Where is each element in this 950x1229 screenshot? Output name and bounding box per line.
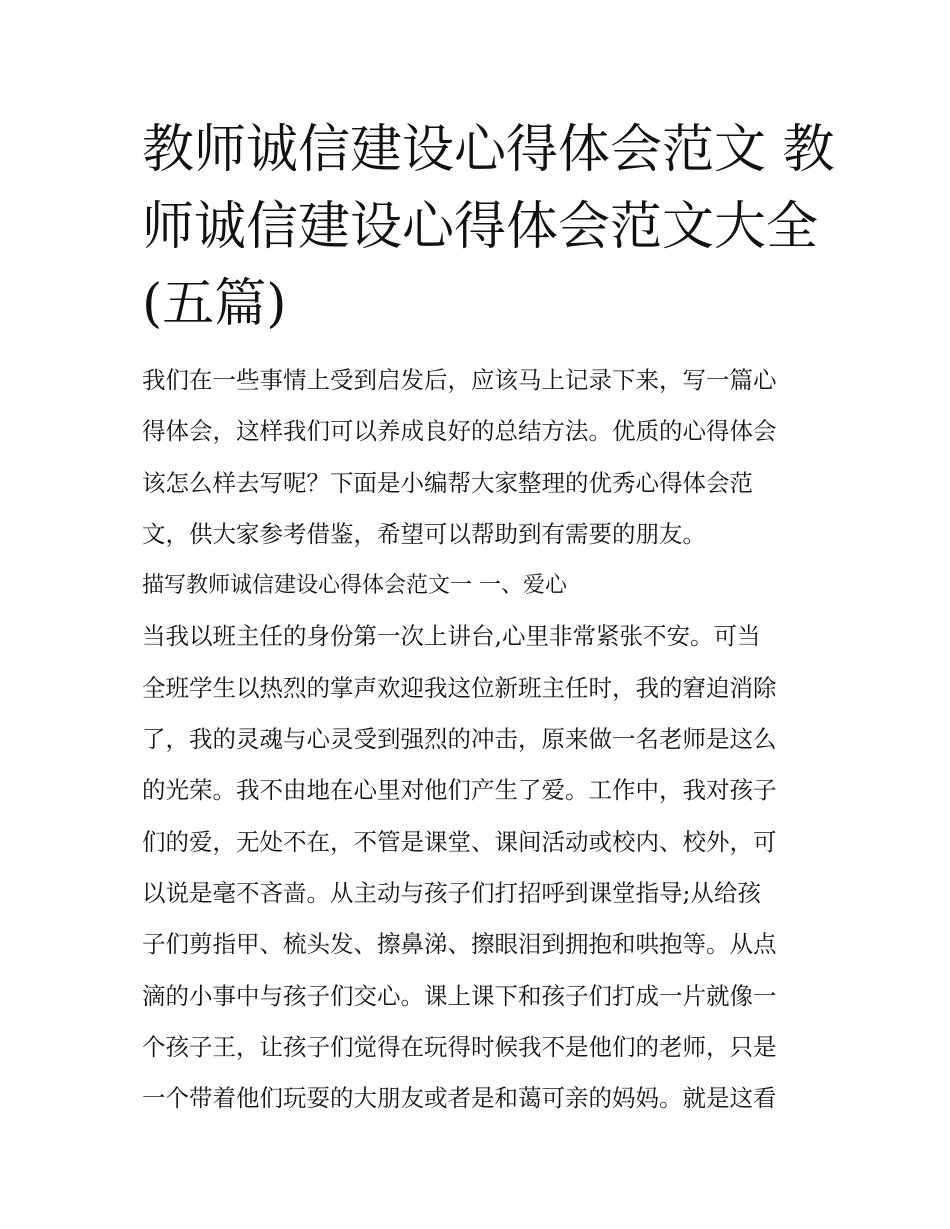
title-line: (五篇)	[142, 274, 287, 334]
section-line: 以说是毫不吝啬。从主动与孩子们打招呼到课堂指导;从给孩	[142, 878, 761, 907]
intro-paragraph	[142, 355, 822, 560]
intro-line: 得体会，这样我们可以养成良好的总结方法。优质的心得体会	[142, 417, 777, 446]
intro-line: 文，供大家参考借鉴，希望可以帮助到有需要的朋友。	[142, 519, 706, 548]
section-paragraph	[142, 611, 822, 1124]
section-line: 的光荣。我不由地在心里对他们产生了爱。工作中，我对孩子	[142, 776, 777, 805]
document-body	[142, 355, 822, 1124]
intro-line: 该怎么样去写呢？下面是小编帮大家整理的优秀心得体会范	[142, 468, 753, 497]
title-line: 教师诚信建设心得体会范文 教	[142, 120, 835, 180]
section-line: 当我以班主任的身份第一次上讲台,心里非常紧张不安。可当	[142, 622, 761, 651]
intro-line: 我们在一些事情上受到启发后，应该马上记录下来，写一篇心	[142, 366, 777, 394]
title-line: 师诚信建设心得体会范文大全	[142, 197, 819, 257]
section-line: 们的爱，无处不在，不管是课堂、课间活动或校内、校外，可	[142, 827, 777, 856]
section-line: 一个带着他们玩耍的大朋友或者是和蔼可亲的妈妈。就是这看	[142, 1084, 777, 1113]
section-line: 了，我的灵魂与心灵受到强烈的冲击，原来做一名老师是这么	[142, 725, 777, 754]
section-line: 滴的小事中与孩子们交心。课上课下和孩子们打成一片就像一	[142, 981, 777, 1010]
section-line: 子们剪指甲、梳头发、擦鼻涕、擦眼泪到拥抱和哄抱等。从点	[142, 930, 777, 959]
document-content	[142, 112, 835, 1124]
section-heading: 描写教师诚信建设心得体会范文一 一、爱心	[142, 573, 567, 599]
section-line: 个孩子王，让孩子们觉得在玩得时候我不是他们的老师，只是	[142, 1032, 777, 1061]
document-title	[142, 112, 835, 343]
section-line: 全班学生以热烈的掌声欢迎我这位新班主任时，我的窘迫消除	[142, 673, 777, 702]
